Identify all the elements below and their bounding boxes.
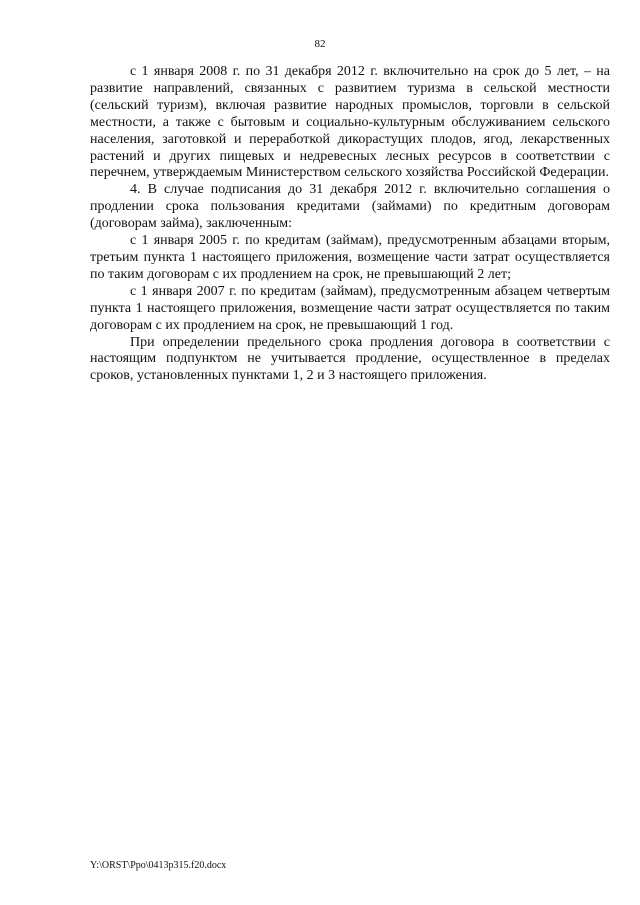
paragraph-item-4: 4. В случае подписания до 31 декабря 2012 г. включительно соглашения о продлении срока пользования кредитами (займами) по кредитным договорам (договорам займа), заключенным:: [90, 182, 610, 232]
page-number: 82: [314, 38, 326, 50]
document-body: [90, 64, 610, 385]
paragraph-loans-2007: с 1 января 2007 г. по кредитам (займам), предусмотренным абзацем четвертым пункта 1 настоящего приложения, возмещение части затрат осуществляется по таким договорам с их продлением на срок, не превышающий 1 год.: [90, 283, 610, 333]
paragraph-term-determination: При определении предельного срока продления договора в соответствии с настоящим подпунктом не учитывается продление, осуществленное в пределах сроков, установленных пунктами 1, 2 и 3 настоящего приложения.: [90, 334, 610, 384]
footer-file-path: Y:\ORST\Ppo\0413p315.f20.docx: [90, 860, 227, 871]
paragraph-loans-2005: с 1 января 2005 г. по кредитам (займам), предусмотренным абзацами вторым, третьим пункта 1 настоящего приложения, возмещение части затрат осуществляется по таким договорам с их продлением на срок, не превышающий 2 лет;: [90, 233, 610, 282]
paragraph-rural-tourism-term: с 1 января 2008 г. по 31 декабря 2012 г. включительно на срок до 5 лет, – на развитие направлений, связанных с развитием туризма в сельской местности (сельский туризм), включая развитие народных промыслов, торговли в сельской местности, а также с бытовым и социально-культурным обслуживанием сельского населения, заготовкой и переработкой дикорастущих плодов, ягод, лекарственных растений и других пищевых и недревесных лесных ресурсов в соответствии с перечнем, утверждаемым Министерством сельского хозяйства Российской Федерации.: [90, 64, 610, 181]
